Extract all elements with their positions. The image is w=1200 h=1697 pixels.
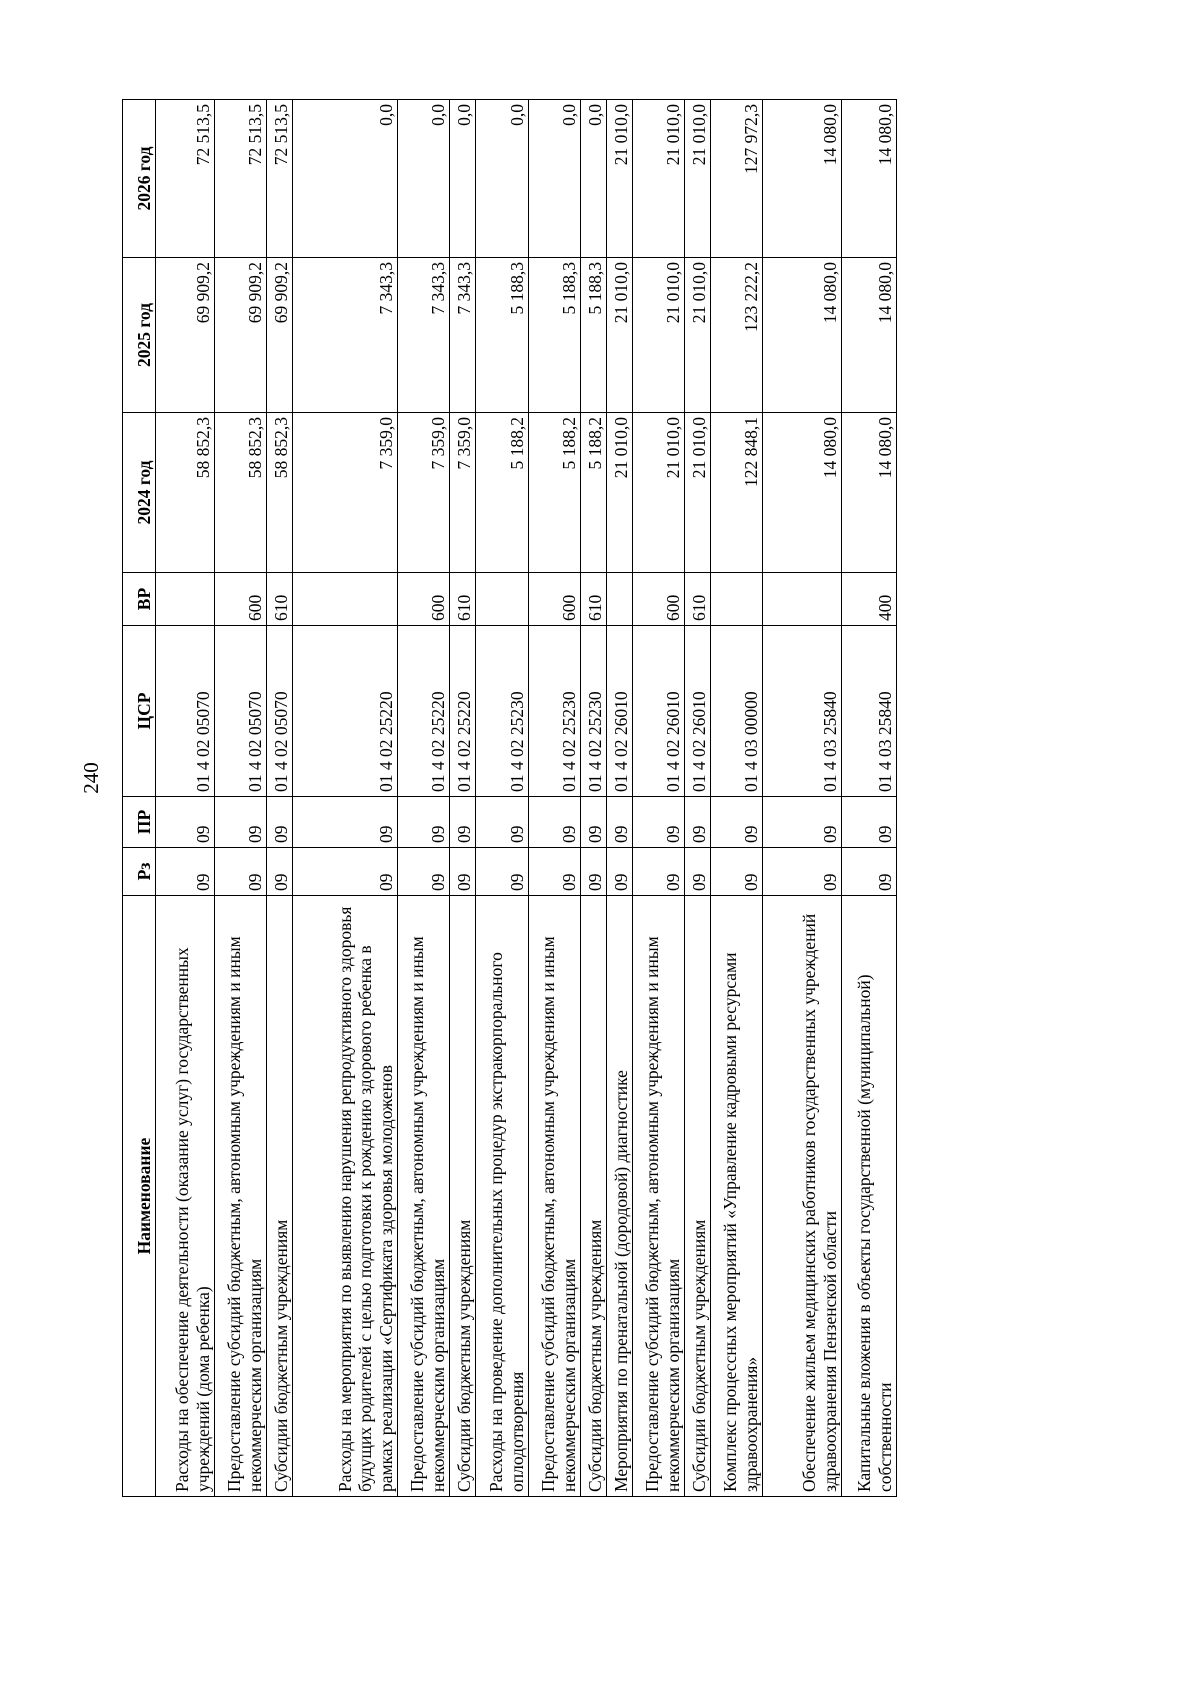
cell-vr: 610 (267, 573, 293, 626)
cell-2026: 21 010,0 (633, 100, 685, 258)
cell-name: Субсидии бюджетным учреждениям (267, 896, 293, 1497)
cell-2024: 5 188,2 (476, 413, 529, 573)
cell-rz: 09 (607, 848, 633, 896)
cell-2025: 123 222,2 (711, 258, 763, 413)
cell-pr: 09 (476, 797, 529, 848)
header-rz: Рз (123, 848, 156, 896)
cell-2025: 69 909,2 (215, 258, 267, 413)
cell-2024: 21 010,0 (685, 413, 711, 573)
cell-2024: 58 852,3 (267, 413, 293, 573)
cell-vr: 610 (685, 573, 711, 626)
cell-rz: 09 (450, 848, 476, 896)
cell-2025: 14 080,0 (763, 258, 842, 413)
cell-csr: 01 4 02 25230 (581, 626, 607, 797)
page-number: 240 (78, 762, 103, 794)
table-row (476, 100, 529, 1497)
cell-2024: 7 359,0 (398, 413, 450, 573)
cell-vr: 600 (215, 573, 267, 626)
rotated-table-frame (122, 100, 895, 1497)
cell-vr (711, 573, 763, 626)
cell-name: Субсидии бюджетным учреждениям (581, 896, 607, 1497)
cell-rz: 09 (842, 848, 897, 896)
cell-csr: 01 4 02 05070 (267, 626, 293, 797)
table-header-row (123, 100, 156, 1497)
cell-pr: 09 (763, 797, 842, 848)
cell-2024: 58 852,3 (215, 413, 267, 573)
cell-pr: 09 (293, 797, 398, 848)
cell-name: Расходы на обеспечение деятельности (оказание услуг) государственных учреждений (дома ребенка) (156, 896, 215, 1497)
table-row (450, 100, 476, 1497)
cell-rz: 09 (685, 848, 711, 896)
cell-csr: 01 4 02 25230 (529, 626, 581, 797)
cell-2025: 7 343,3 (293, 258, 398, 413)
cell-2026: 0,0 (476, 100, 529, 258)
header-pr: ПР (123, 797, 156, 848)
cell-csr: 01 4 03 25840 (842, 626, 897, 797)
cell-rz: 09 (215, 848, 267, 896)
table-row (529, 100, 581, 1497)
table-row (398, 100, 450, 1497)
cell-pr: 09 (581, 797, 607, 848)
cell-2025: 14 080,0 (842, 258, 897, 413)
cell-name: Предоставление субсидий бюджетным, автономным учреждениям и иным некоммерческим организациям (398, 896, 450, 1497)
cell-2024: 7 359,0 (450, 413, 476, 573)
cell-csr: 01 4 02 25220 (450, 626, 476, 797)
header-vr: ВР (123, 573, 156, 626)
cell-name: Предоставление субсидий бюджетным, автономным учреждениям и иным некоммерческим организациям (215, 896, 267, 1497)
cell-2026: 72 513,5 (267, 100, 293, 258)
cell-rz: 09 (581, 848, 607, 896)
table-row (763, 100, 842, 1497)
cell-rz: 09 (267, 848, 293, 896)
cell-name: Комплекс процессных мероприятий «Управление кадровыми ресурсами здравоохранения» (711, 896, 763, 1497)
cell-name: Субсидии бюджетным учреждениям (450, 896, 476, 1497)
cell-2026: 127 972,3 (711, 100, 763, 258)
cell-2025: 7 343,3 (398, 258, 450, 413)
header-name: Наименование (123, 896, 156, 1497)
cell-2025: 5 188,3 (476, 258, 529, 413)
table-row (156, 100, 215, 1497)
cell-2026: 0,0 (529, 100, 581, 258)
cell-pr: 09 (529, 797, 581, 848)
cell-2024: 7 359,0 (293, 413, 398, 573)
cell-name: Обеспечение жильем медицинских работников государственных учреждений здравоохранения Пензенской области (763, 896, 842, 1497)
cell-2024: 21 010,0 (607, 413, 633, 573)
cell-vr: 400 (842, 573, 897, 626)
cell-2026: 72 513,5 (215, 100, 267, 258)
cell-name: Предоставление субсидий бюджетным, автономным учреждениям и иным некоммерческим организациям (633, 896, 685, 1497)
cell-pr: 09 (267, 797, 293, 848)
table-row (267, 100, 293, 1497)
cell-2026: 72 513,5 (156, 100, 215, 258)
cell-2026: 21 010,0 (607, 100, 633, 258)
table-row (607, 100, 633, 1497)
cell-rz: 09 (156, 848, 215, 896)
cell-rz: 09 (293, 848, 398, 896)
cell-2024: 58 852,3 (156, 413, 215, 573)
cell-2026: 14 080,0 (842, 100, 897, 258)
cell-csr: 01 4 02 05070 (156, 626, 215, 797)
cell-2026: 0,0 (398, 100, 450, 258)
cell-2024: 21 010,0 (633, 413, 685, 573)
cell-2025: 21 010,0 (685, 258, 711, 413)
cell-name: Капитальные вложения в объекты государственной (муниципальной) собственности (842, 896, 897, 1497)
cell-rz: 09 (398, 848, 450, 896)
table-row (215, 100, 267, 1497)
cell-name: Предоставление субсидий бюджетным, автономным учреждениям и иным некоммерческим организациям (529, 896, 581, 1497)
cell-csr: 01 4 03 25840 (763, 626, 842, 797)
cell-pr: 09 (215, 797, 267, 848)
cell-csr: 01 4 02 05070 (215, 626, 267, 797)
cell-csr: 01 4 02 25220 (293, 626, 398, 797)
table-row (293, 100, 398, 1497)
cell-csr: 01 4 02 25230 (476, 626, 529, 797)
cell-pr: 09 (450, 797, 476, 848)
cell-vr: 610 (581, 573, 607, 626)
cell-2024: 5 188,2 (529, 413, 581, 573)
cell-vr (607, 573, 633, 626)
cell-rz: 09 (476, 848, 529, 896)
cell-2025: 21 010,0 (607, 258, 633, 413)
cell-rz: 09 (763, 848, 842, 896)
table-container (122, 100, 895, 1497)
cell-vr: 610 (450, 573, 476, 626)
cell-2025: 69 909,2 (156, 258, 215, 413)
cell-name: Субсидии бюджетным учреждениям (685, 896, 711, 1497)
cell-pr: 09 (711, 797, 763, 848)
cell-2026: 0,0 (581, 100, 607, 258)
cell-2026: 21 010,0 (685, 100, 711, 258)
cell-name: Расходы на проведение дополнительных процедур экстракорпорального оплодотворения (476, 896, 529, 1497)
cell-2026: 14 080,0 (763, 100, 842, 258)
cell-pr: 09 (633, 797, 685, 848)
cell-pr: 09 (685, 797, 711, 848)
cell-2024: 122 848,1 (711, 413, 763, 573)
budget-table (122, 99, 897, 1497)
cell-vr: 600 (529, 573, 581, 626)
table-row (711, 100, 763, 1497)
cell-pr: 09 (607, 797, 633, 848)
table-row (685, 100, 711, 1497)
cell-2025: 5 188,3 (581, 258, 607, 413)
header-2026: 2026 год (123, 100, 156, 258)
cell-csr: 01 4 02 25220 (398, 626, 450, 797)
cell-name: Мероприятия по пренатальной (дородовой) диагностике (607, 896, 633, 1497)
cell-vr: 600 (633, 573, 685, 626)
cell-vr (476, 573, 529, 626)
cell-rz: 09 (633, 848, 685, 896)
header-csr: ЦСР (123, 626, 156, 797)
table-row (581, 100, 607, 1497)
cell-2024: 5 188,2 (581, 413, 607, 573)
cell-pr: 09 (842, 797, 897, 848)
cell-csr: 01 4 03 00000 (711, 626, 763, 797)
cell-2024: 14 080,0 (842, 413, 897, 573)
cell-2025: 5 188,3 (529, 258, 581, 413)
cell-name: Расходы на мероприятия по выявлению нарушения репродуктивного здоровья будущих родителей с целью подготовки к рождению здорового ребенка в рамках реализации «Сертификата здоровья молодоженов (293, 896, 398, 1497)
cell-vr: 600 (398, 573, 450, 626)
table-row (633, 100, 685, 1497)
header-2025: 2025 год (123, 258, 156, 413)
header-2024: 2024 год (123, 413, 156, 573)
cell-vr (763, 573, 842, 626)
cell-rz: 09 (711, 848, 763, 896)
cell-2025: 7 343,3 (450, 258, 476, 413)
cell-2024: 14 080,0 (763, 413, 842, 573)
cell-2026: 0,0 (450, 100, 476, 258)
cell-csr: 01 4 02 26010 (633, 626, 685, 797)
cell-2026: 0,0 (293, 100, 398, 258)
cell-2025: 21 010,0 (633, 258, 685, 413)
cell-2025: 69 909,2 (267, 258, 293, 413)
cell-csr: 01 4 02 26010 (685, 626, 711, 797)
cell-csr: 01 4 02 26010 (607, 626, 633, 797)
table-row (842, 100, 897, 1497)
cell-pr: 09 (398, 797, 450, 848)
cell-vr (156, 573, 215, 626)
cell-rz: 09 (529, 848, 581, 896)
cell-pr: 09 (156, 797, 215, 848)
cell-vr (293, 573, 398, 626)
